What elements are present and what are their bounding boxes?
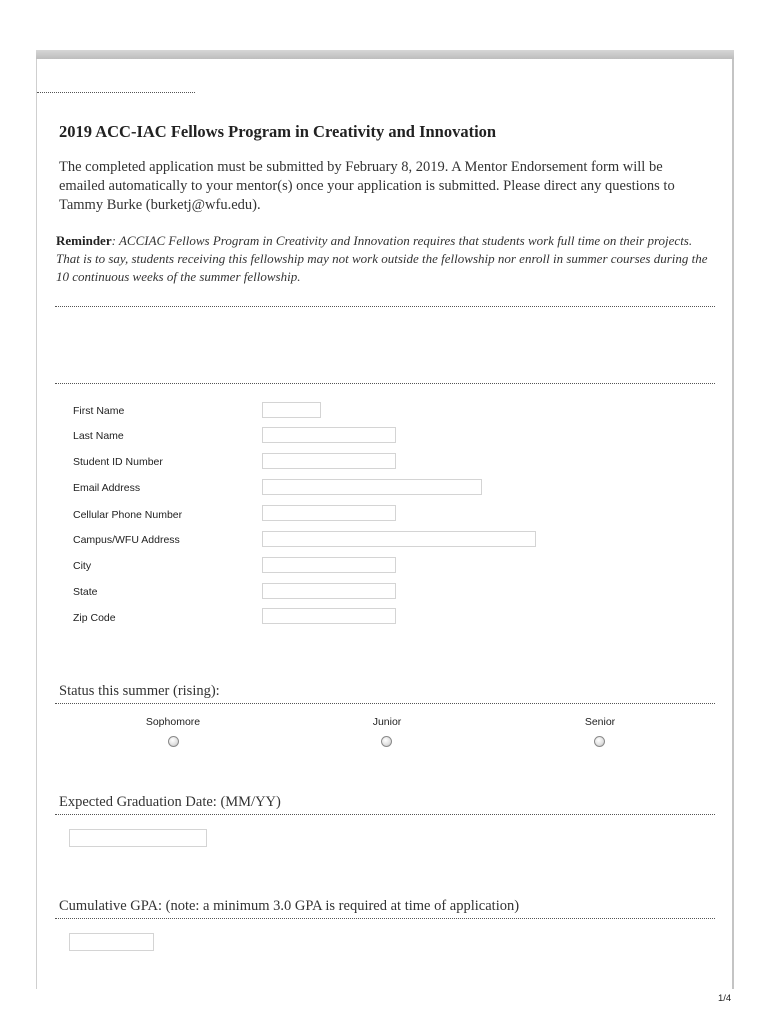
email-input[interactable] — [262, 479, 482, 495]
section-divider — [55, 703, 715, 704]
phone-label: Cellular Phone Number — [73, 509, 183, 521]
gpa-input[interactable] — [69, 933, 154, 951]
phone-input[interactable] — [262, 505, 396, 521]
section-divider — [55, 918, 715, 919]
form-intro: The completed application must be submitted by February 8, 2019. A Mentor Endorsement form will be emailed automatically to your mentor(s) once your application is submitted. Please direct any questions to Tammy Burke (burketj@wfu.edu). — [59, 159, 675, 213]
student-id-input[interactable] — [262, 453, 396, 469]
reminder-note — [56, 232, 716, 286]
state-label: State — [73, 586, 98, 598]
first-name-input[interactable] — [262, 402, 321, 418]
header-divider — [37, 92, 195, 93]
status-option-junior-label: Junior — [372, 716, 402, 728]
section-divider — [55, 383, 715, 384]
status-option-senior-label: Senior — [584, 716, 616, 728]
first-name-label: First Name — [73, 405, 125, 417]
form-title: 2019 ACC-IAC Fellows Program in Creativity and Innovation — [59, 122, 497, 141]
reminder-lead: Reminder — [56, 233, 112, 248]
gpa-label: Cumulative GPA: (note: a minimum 3.0 GPA is required at time of application) — [59, 898, 520, 914]
zip-label: Zip Code — [73, 612, 116, 624]
city-input[interactable] — [262, 557, 396, 573]
zip-input[interactable] — [262, 608, 396, 624]
state-input[interactable] — [262, 583, 396, 599]
page-number: 1/4 — [718, 993, 732, 1004]
status-option-senior-radio[interactable] — [594, 736, 605, 747]
status-option-sophomore-radio[interactable] — [168, 736, 179, 747]
status-label: Status this summer (rising): — [59, 683, 220, 699]
graduation-date-label: Expected Graduation Date: (MM/YY) — [59, 794, 281, 810]
reminder-body: : ACCIAC Fellows Program in Creativity and Innovation requires that students work full time on their projects. That is to say, students receiving this fellowship may not work outside the fellowship nor enroll in summer courses during the 10 continuous weeks of the summer fellowship. — [56, 233, 708, 284]
status-option-sophomore-label: Sophomore — [145, 716, 201, 728]
email-label: Email Address — [73, 482, 141, 494]
address-input[interactable] — [262, 531, 536, 547]
address-label: Campus/WFU Address — [73, 534, 180, 546]
last-name-label: Last Name — [73, 430, 124, 442]
section-divider — [55, 306, 715, 307]
section-divider — [55, 814, 715, 815]
last-name-input[interactable] — [262, 427, 396, 443]
city-label: City — [73, 560, 92, 572]
graduation-date-input[interactable] — [69, 829, 207, 847]
frame-right-border — [732, 59, 734, 989]
frame-left-border — [36, 59, 37, 989]
page-top-bar — [36, 50, 734, 59]
student-id-label: Student ID Number — [73, 456, 163, 468]
status-option-junior-radio[interactable] — [381, 736, 392, 747]
